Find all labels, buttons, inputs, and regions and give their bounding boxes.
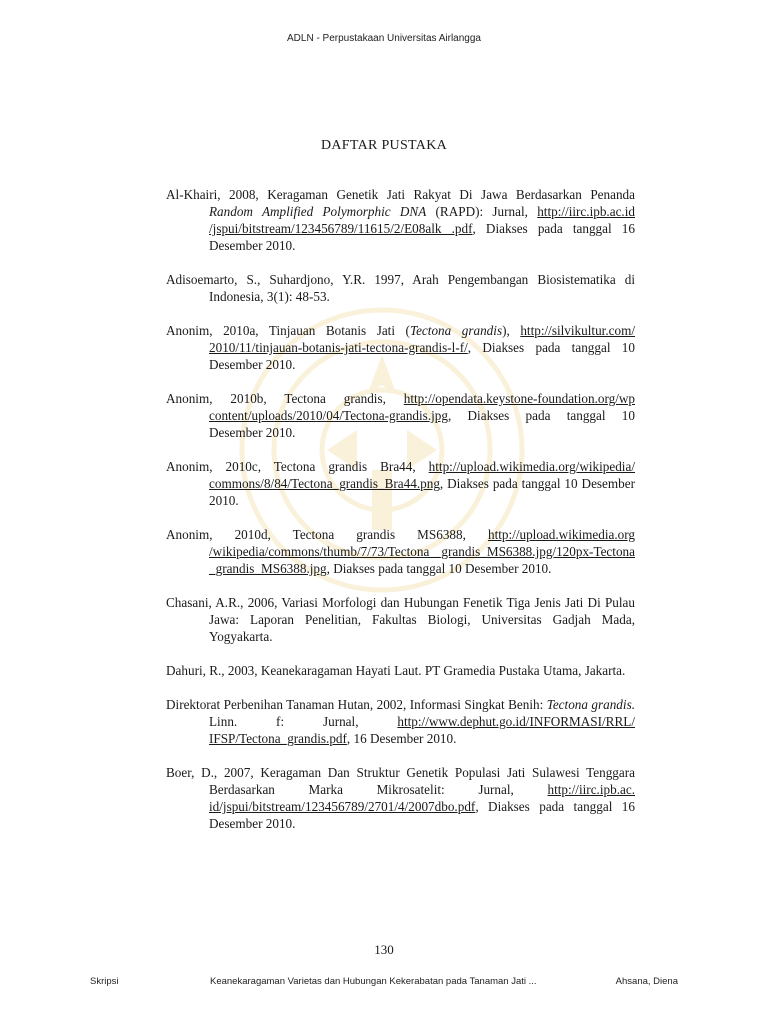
ref-text: Anonim, 2010c, Tectona grandis Bra44,: [166, 459, 429, 474]
ref-text: ),: [502, 323, 521, 338]
ref-text: Anonim, 2010a, Tinjauan Botanis Jati (: [166, 323, 410, 338]
ref-text: Linn. f: Jurnal,: [209, 714, 398, 729]
reference-item: [166, 322, 635, 373]
footer-center: Keanekaragaman Varietas dan Hubungan Kekerabatan pada Tanaman Jati ...: [210, 976, 537, 987]
ref-text: Chasani, A.R., 2006, Variasi Morfologi dan Hubungan Fenetik Tiga Jenis Jati Di Pulau Jawa: Laporan Penelitian, Fakultas Biologi, Universitas Gadjah Mada, Yogyakarta.: [166, 595, 635, 644]
ref-link[interactable]: http://www.dephut.go.id/INFORMASI/RRL/ IFSP/Tectona_grandis.pdf: [209, 714, 635, 746]
reference-item: [166, 458, 635, 509]
ref-link[interactable]: http://iirc.ipb.ac. id/jspui/bitstream/123456789/2701/4/2007dbo.pdf: [209, 782, 635, 814]
ref-text: Boer, D., 2007, Keragaman Dan Struktur Genetik Populasi Jati Sulawesi Tenggara Berdasarkan Marka Mikrosatelit: Jurnal,: [166, 765, 635, 797]
ref-link[interactable]: http://opendata.keystone-foundation.org/wp content/uploads/2010/04/Tectona-grandis.jpg: [209, 391, 635, 423]
footer-right: Ahsana, Diena: [615, 976, 678, 987]
ref-text: Adisoemarto, S., Suhardjono, Y.R. 1997, Arah Pengembangan Biosistematika di Indonesia, 3(1): 48-53.: [166, 272, 635, 304]
reference-item: [166, 390, 635, 441]
ref-text: Dahuri, R., 2003, Keanekaragaman Hayati Laut. PT Gramedia Pustaka Utama, Jakarta.: [166, 663, 626, 678]
ref-text: Al-Khairi, 2008, Keragaman Genetik Jati Rakyat Di Jawa Berdasarkan Penanda: [166, 187, 635, 202]
reference-item: [166, 271, 635, 305]
ref-text: Anonim, 2010b, Tectona grandis,: [166, 391, 404, 406]
ref-text: , Diakses pada tanggal 16 Desember 2010.: [209, 799, 635, 831]
ref-text: , Diakses pada tanggal 10 Desember 2010.: [326, 561, 552, 576]
ref-link[interactable]: http://upload.wikimedia.org/wikipedia/ commons/8/84/Tectona_grandis_Bra44.png: [209, 459, 635, 491]
ref-text: Direktorat Perbenihan Tanaman Hutan, 2002, Informasi Singkat Benih:: [166, 697, 547, 712]
page-title: DAFTAR PUSTAKA: [320, 138, 448, 153]
reference-item: [166, 662, 635, 679]
ref-italic: Tectona grandis.: [546, 697, 635, 712]
footer-left: Skripsi: [90, 976, 119, 987]
ref-text: , Diakses pada tanggal 10 Desember 2010.: [209, 476, 635, 508]
ref-text: , Diakses pada tanggal 16 Desember 2010.: [209, 221, 635, 253]
ref-italic: Tectona grandis: [409, 323, 503, 338]
ref-text: Anonim, 2010d, Tectona grandis MS6388,: [166, 527, 488, 542]
ref-text: , 16 Desember 2010.: [346, 731, 457, 746]
ref-link[interactable]: http://upload.wikimedia.org /wikipedia/commons/thumb/7/73/Tectona _grandis_MS6388.jpg/120px-Tectona _grandis_MS6388.jpg: [209, 527, 635, 576]
reference-list: [166, 186, 635, 849]
ref-italic: Random Amplified Polymorphic DNA: [209, 204, 427, 219]
reference-item: [166, 764, 635, 832]
ref-text: , Diakses pada tanggal 10 Desember 2010.: [209, 340, 635, 372]
ref-link[interactable]: http://iirc.ipb.ac.id /jspui/bitstream/123456789/11615/2/E08alk .pdf: [209, 204, 635, 236]
ref-link[interactable]: http://silvikultur.com/ 2010/11/tinjauan-botanis-jati-tectona-grandis-l-f/: [209, 323, 635, 355]
reference-item: [166, 526, 635, 577]
page-number: 130: [374, 942, 394, 957]
ref-text: (RAPD): Jurnal,: [426, 204, 538, 219]
reference-item: [166, 594, 635, 645]
reference-item: [166, 696, 635, 747]
page-header: ADLN - Perpustakaan Universitas Airlangga: [287, 33, 481, 44]
reference-item: [166, 186, 635, 254]
ref-text: , Diakses pada tanggal 10 Desember 2010.: [209, 408, 635, 440]
